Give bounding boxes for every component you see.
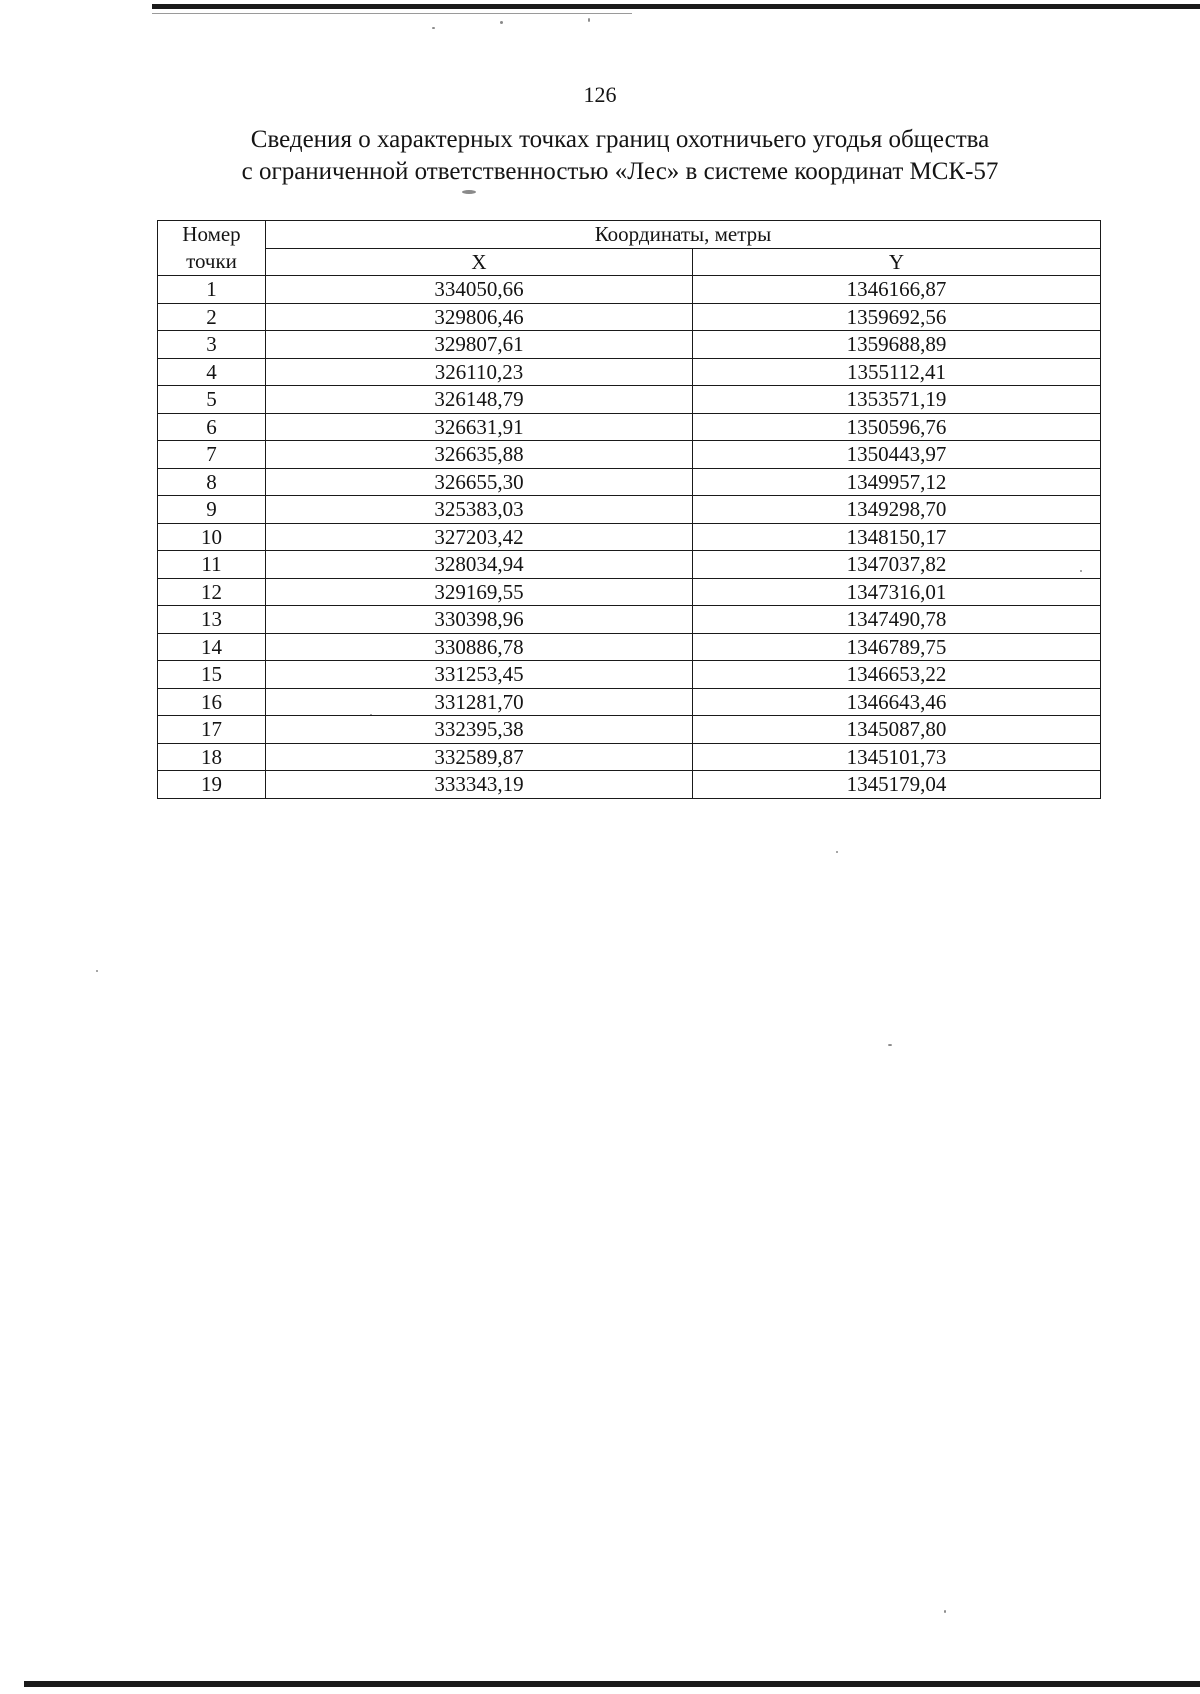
- point-number-cell: 2: [158, 303, 266, 331]
- x-cell: 326635,88: [266, 441, 693, 469]
- point-number-cell: 7: [158, 441, 266, 469]
- table-row: [158, 276, 1101, 304]
- y-cell: 1359692,56: [693, 303, 1101, 331]
- table-body: [158, 276, 1101, 799]
- speck: [462, 190, 476, 194]
- point-number-cell: 12: [158, 578, 266, 606]
- x-cell: 326110,23: [266, 358, 693, 386]
- x-cell: 328034,94: [266, 551, 693, 579]
- y-cell: 1347316,01: [693, 578, 1101, 606]
- table-row: [158, 386, 1101, 414]
- x-cell: 327203,42: [266, 523, 693, 551]
- table-row: [158, 303, 1101, 331]
- table-row: [158, 771, 1101, 799]
- speck: [888, 1044, 892, 1046]
- table-row: [158, 578, 1101, 606]
- scan-border-top-thin: [152, 13, 632, 14]
- x-cell: 329807,61: [266, 331, 693, 359]
- x-cell: 326148,79: [266, 386, 693, 414]
- point-number-cell: 19: [158, 771, 266, 799]
- x-column-header: X: [266, 248, 693, 276]
- y-cell: 1347490,78: [693, 606, 1101, 634]
- point-number-header: [158, 221, 266, 276]
- y-cell: 1355112,41: [693, 358, 1101, 386]
- y-cell: 1353571,19: [693, 386, 1101, 414]
- table-row: [158, 743, 1101, 771]
- coordinates-table: [157, 220, 1101, 799]
- y-column-header: Y: [693, 248, 1101, 276]
- y-cell: 1345179,04: [693, 771, 1101, 799]
- y-cell: 1349957,12: [693, 468, 1101, 496]
- table-row: [158, 633, 1101, 661]
- x-cell: 332395,38: [266, 716, 693, 744]
- table-row: [158, 413, 1101, 441]
- y-cell: 1347037,82: [693, 551, 1101, 579]
- point-number-cell: 11: [158, 551, 266, 579]
- x-cell: 326631,91: [266, 413, 693, 441]
- table-row: [158, 551, 1101, 579]
- point-number-cell: 16: [158, 688, 266, 716]
- point-number-cell: 6: [158, 413, 266, 441]
- table-row: [158, 716, 1101, 744]
- y-cell: 1346653,22: [693, 661, 1101, 689]
- point-number-cell: 18: [158, 743, 266, 771]
- point-number-cell: 14: [158, 633, 266, 661]
- x-cell: 329806,46: [266, 303, 693, 331]
- point-number-cell: 1: [158, 276, 266, 304]
- point-number-cell: 15: [158, 661, 266, 689]
- y-cell: 1345101,73: [693, 743, 1101, 771]
- title-line-1: Сведения о характерных точках границ охотничьего угодья общества: [250, 126, 990, 153]
- speck: [588, 18, 590, 22]
- speck: [944, 1610, 946, 1613]
- table-subheader-row: [158, 248, 1101, 276]
- point-number-cell: 4: [158, 358, 266, 386]
- y-cell: 1345087,80: [693, 716, 1101, 744]
- point-number-cell: 10: [158, 523, 266, 551]
- table-row: [158, 661, 1101, 689]
- speck: [836, 851, 838, 853]
- scan-border-top: [152, 4, 1200, 9]
- table-row: [158, 606, 1101, 634]
- speck: [432, 27, 435, 29]
- point-number-cell: 13: [158, 606, 266, 634]
- point-number-cell: 3: [158, 331, 266, 359]
- x-cell: 329169,55: [266, 578, 693, 606]
- x-cell: 325383,03: [266, 496, 693, 524]
- y-cell: 1346643,46: [693, 688, 1101, 716]
- x-cell: 331281,70: [266, 688, 693, 716]
- x-cell: 334050,66: [266, 276, 693, 304]
- table-row: [158, 331, 1101, 359]
- y-cell: 1359688,89: [693, 331, 1101, 359]
- table-row: [158, 688, 1101, 716]
- speck: [96, 970, 98, 972]
- x-cell: 330886,78: [266, 633, 693, 661]
- point-number-cell: 17: [158, 716, 266, 744]
- x-cell: 330398,96: [266, 606, 693, 634]
- table-row: [158, 358, 1101, 386]
- y-cell: 1350596,76: [693, 413, 1101, 441]
- speck: [500, 21, 503, 24]
- point-number-cell: 5: [158, 386, 266, 414]
- y-cell: 1348150,17: [693, 523, 1101, 551]
- document-title: [150, 124, 1090, 188]
- table-header-row: [158, 221, 1101, 249]
- point-number-cell: 8: [158, 468, 266, 496]
- x-cell: 326655,30: [266, 468, 693, 496]
- y-cell: 1349298,70: [693, 496, 1101, 524]
- scan-border-bottom: [24, 1681, 1200, 1687]
- coordinates-header: Координаты, метры: [266, 221, 1101, 249]
- x-cell: 332589,87: [266, 743, 693, 771]
- title-line-2: с ограниченной ответственностью «Лес» в системе координат МСК-57: [241, 158, 999, 185]
- x-cell: 331253,45: [266, 661, 693, 689]
- x-cell: 333343,19: [266, 771, 693, 799]
- point-number-header-line-1: Номер: [182, 222, 241, 246]
- table-row: [158, 441, 1101, 469]
- table-row: [158, 496, 1101, 524]
- table-row: [158, 523, 1101, 551]
- y-cell: 1350443,97: [693, 441, 1101, 469]
- y-cell: 1346166,87: [693, 276, 1101, 304]
- page-number: 126: [583, 82, 617, 107]
- table-row: [158, 468, 1101, 496]
- point-number-header-line-2: точки: [186, 249, 237, 273]
- y-cell: 1346789,75: [693, 633, 1101, 661]
- point-number-cell: 9: [158, 496, 266, 524]
